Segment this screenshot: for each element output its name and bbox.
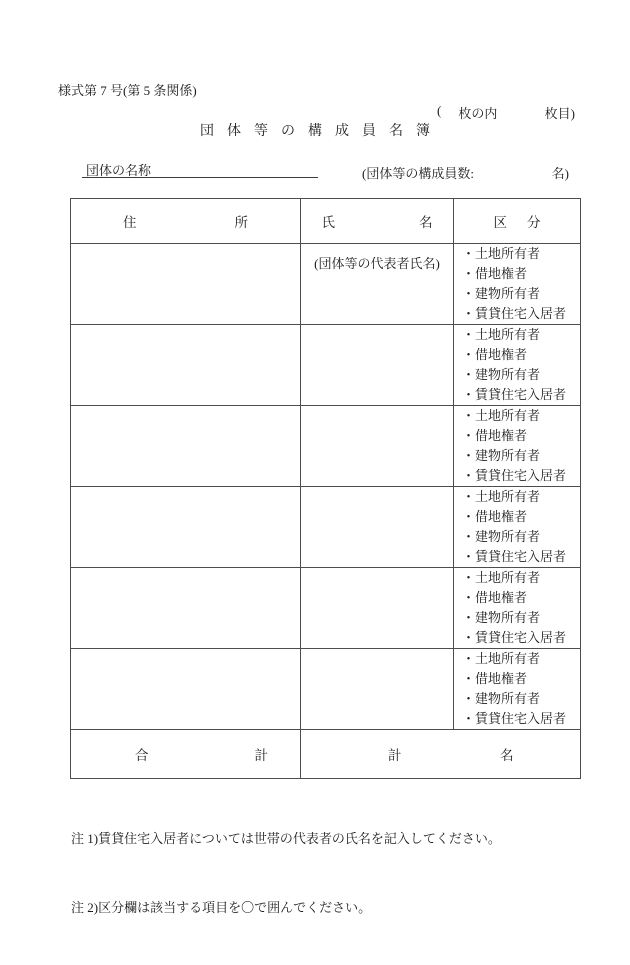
name-column-header [301, 199, 454, 244]
member-count-field [362, 163, 569, 182]
category-option-building-owner: ・建物所有者 [462, 610, 541, 625]
category-option-tenant: ・賃貸住宅入居者 [462, 711, 567, 726]
category-option-building-owner: ・建物所有者 [462, 448, 541, 463]
category-option-tenant: ・賃貸住宅入居者 [462, 549, 567, 564]
category-header-char-2: 分 [527, 215, 541, 230]
footnote-2: 注 2)区分欄は該当する項目を〇で囲んでください。 [71, 900, 372, 915]
address-header-char-1: 住 [123, 215, 137, 230]
header-row [71, 199, 581, 244]
address-cell [71, 568, 301, 649]
address-cell [71, 406, 301, 487]
footnote-1: 注 1)賃貸住宅入居者については世帯の代表者の氏名を記入してください。 [71, 831, 501, 846]
address-header-char-2: 所 [234, 215, 248, 230]
address-cell [71, 244, 301, 325]
category-cell [454, 325, 581, 406]
category-cell [454, 568, 581, 649]
address-column-header [71, 199, 301, 244]
total-label-char-1: 合 [135, 748, 149, 763]
category-option-land-owner: ・土地所有者 [462, 408, 541, 423]
category-option-tenant: ・賃貸住宅入居者 [462, 630, 567, 645]
name-cell [301, 568, 454, 649]
member-roster-table [70, 198, 581, 779]
category-option-tenant: ・賃貸住宅入居者 [462, 468, 567, 483]
name-header-char-2: 名 [419, 215, 433, 230]
category-option-leaseholder: ・借地権者 [462, 671, 528, 686]
address-cell [71, 487, 301, 568]
member-row-2 [71, 325, 581, 406]
category-option-building-owner: ・建物所有者 [462, 367, 541, 382]
category-option-leaseholder: ・借地権者 [462, 428, 528, 443]
total-count-cell [301, 730, 581, 779]
category-column-header [454, 199, 581, 244]
name-header-char-1: 氏 [321, 215, 335, 230]
sheet-counter-open-paren: ( [437, 103, 442, 118]
category-option-building-owner: ・建物所有者 [462, 529, 541, 544]
name-cell [301, 325, 454, 406]
category-option-leaseholder: ・借地権者 [462, 590, 528, 605]
name-cell [301, 649, 454, 730]
page-title: 団体等の構成員名簿 [200, 124, 443, 139]
category-option-tenant: ・賃貸住宅入居者 [462, 387, 567, 402]
category-option-land-owner: ・土地所有者 [462, 246, 541, 261]
total-unit-label: 名 [500, 748, 514, 763]
representative-name-note: (団体等の代表者氏名) [314, 256, 440, 271]
total-label-char-2: 計 [254, 748, 268, 763]
address-cell [71, 325, 301, 406]
member-row-3 [71, 406, 581, 487]
form-number: 様式第 7 号(第 5 条関係) [58, 83, 197, 98]
category-option-building-owner: ・建物所有者 [462, 691, 541, 706]
name-cell [301, 406, 454, 487]
name-cell [301, 244, 454, 325]
address-cell [71, 649, 301, 730]
total-count-label: 計 [388, 748, 402, 763]
member-count-unit: 名) [551, 166, 569, 181]
category-cell [454, 244, 581, 325]
org-name-label: 団体の名称 [86, 163, 152, 178]
total-row [71, 730, 581, 779]
category-option-land-owner: ・土地所有者 [462, 327, 541, 342]
category-header-char-1: 区 [493, 215, 507, 230]
category-cell [454, 406, 581, 487]
sheet-counter-of-label: 枚の内 [458, 106, 498, 121]
member-row-4 [71, 487, 581, 568]
footnotes [71, 781, 501, 965]
member-count-label: (団体等の構成員数: [362, 166, 474, 181]
category-option-building-owner: ・建物所有者 [462, 286, 541, 301]
category-option-leaseholder: ・借地権者 [462, 347, 528, 362]
category-option-land-owner: ・土地所有者 [462, 570, 541, 585]
category-option-land-owner: ・土地所有者 [462, 651, 541, 666]
org-name-field [82, 160, 318, 178]
member-row-1 [71, 244, 581, 325]
member-row-6 [71, 649, 581, 730]
category-option-leaseholder: ・借地権者 [462, 509, 528, 524]
category-option-tenant: ・賃貸住宅入居者 [462, 306, 567, 321]
category-option-leaseholder: ・借地権者 [462, 266, 528, 281]
sheet-counter-page-label: 枚目) [544, 106, 575, 121]
total-label-cell [71, 730, 301, 779]
member-row-5 [71, 568, 581, 649]
category-cell [454, 649, 581, 730]
category-option-land-owner: ・土地所有者 [462, 489, 541, 504]
name-cell [301, 487, 454, 568]
category-cell [454, 487, 581, 568]
